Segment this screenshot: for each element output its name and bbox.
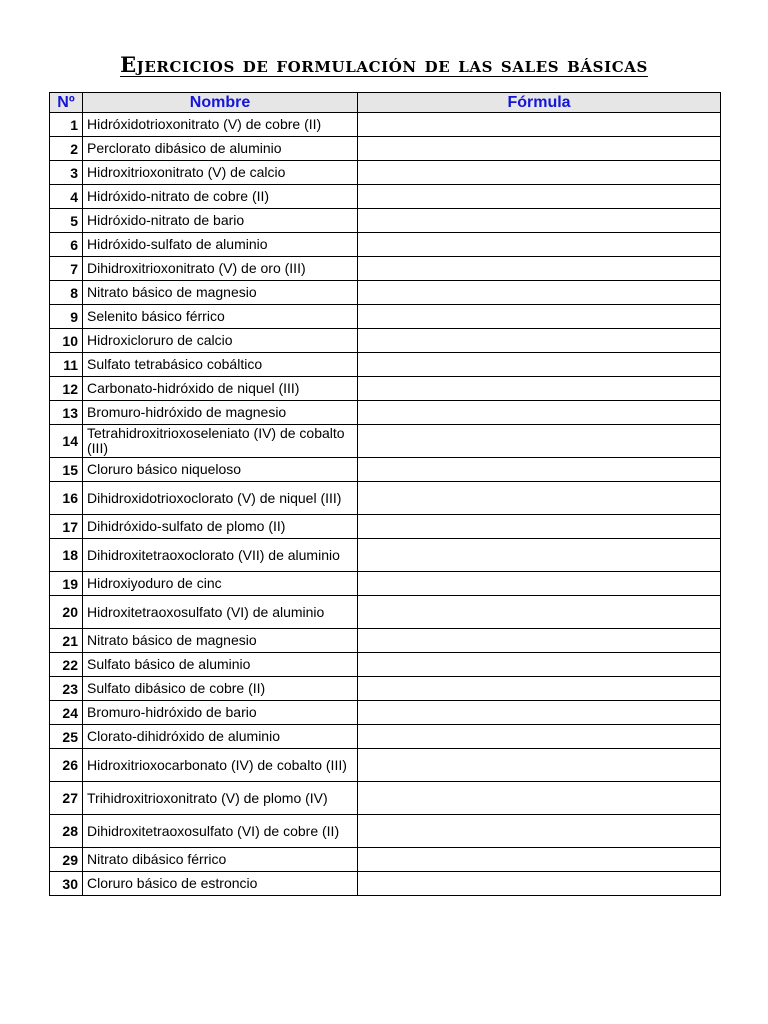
- row-number: 7: [50, 257, 83, 281]
- table-row: [50, 596, 721, 629]
- formula-cell: [358, 725, 721, 749]
- compound-name: Trihidroxitrioxonitrato (V) de plomo (IV): [83, 782, 358, 815]
- compound-name: Cloruro básico de estroncio: [83, 872, 358, 896]
- table-row: [50, 629, 721, 653]
- table-row: [50, 725, 721, 749]
- compound-name: Tetrahidroxitrioxoseleniato (IV) de cobalto (III): [83, 425, 358, 458]
- formula-cell: [358, 653, 721, 677]
- table-row: [50, 572, 721, 596]
- formula-cell: [358, 353, 721, 377]
- compound-name: Nitrato básico de magnesio: [83, 629, 358, 653]
- row-number: 8: [50, 281, 83, 305]
- compound-name: Nitrato dibásico férrico: [83, 848, 358, 872]
- row-number: 22: [50, 653, 83, 677]
- row-number: 19: [50, 572, 83, 596]
- table-row: [50, 848, 721, 872]
- row-number: 11: [50, 353, 83, 377]
- formula-cell: [358, 539, 721, 572]
- table-row: [50, 782, 721, 815]
- compound-name: Bromuro-hidróxido de magnesio: [83, 401, 358, 425]
- row-number: 4: [50, 185, 83, 209]
- formula-cell: [358, 281, 721, 305]
- table-row: [50, 425, 721, 458]
- table-row: [50, 305, 721, 329]
- formula-cell: [358, 596, 721, 629]
- table-row: [50, 515, 721, 539]
- row-number: 27: [50, 782, 83, 815]
- table-row: [50, 233, 721, 257]
- row-number: 1: [50, 113, 83, 137]
- row-number: 25: [50, 725, 83, 749]
- compound-name: Hidróxido-nitrato de bario: [83, 209, 358, 233]
- row-number: 6: [50, 233, 83, 257]
- table-row: [50, 281, 721, 305]
- row-number: 2: [50, 137, 83, 161]
- formula-cell: [358, 872, 721, 896]
- row-number: 15: [50, 458, 83, 482]
- row-number: 5: [50, 209, 83, 233]
- table-row: [50, 137, 721, 161]
- table-row: [50, 353, 721, 377]
- compound-name: Hidróxido-nitrato de cobre (II): [83, 185, 358, 209]
- formula-cell: [358, 113, 721, 137]
- compound-name: Hidroxitrioxonitrato (V) de calcio: [83, 161, 358, 185]
- formula-cell: [358, 185, 721, 209]
- row-number: 30: [50, 872, 83, 896]
- row-number: 10: [50, 329, 83, 353]
- compound-name: Hidróxido-sulfato de aluminio: [83, 233, 358, 257]
- formula-cell: [358, 401, 721, 425]
- header-formula: Fórmula: [358, 93, 721, 113]
- row-number: 20: [50, 596, 83, 629]
- compound-name: Cloruro básico niqueloso: [83, 458, 358, 482]
- row-number: 18: [50, 539, 83, 572]
- row-number: 17: [50, 515, 83, 539]
- formula-cell: [358, 137, 721, 161]
- formula-cell: [358, 572, 721, 596]
- formula-cell: [358, 233, 721, 257]
- formula-cell: [358, 677, 721, 701]
- formula-cell: [358, 305, 721, 329]
- compound-name: Nitrato básico de magnesio: [83, 281, 358, 305]
- table-body: [50, 113, 721, 896]
- compound-name: Dihidroxitetraoxosulfato (VI) de cobre (II): [83, 815, 358, 848]
- table-row: [50, 401, 721, 425]
- formula-cell: [358, 749, 721, 782]
- formula-cell: [358, 425, 721, 458]
- page-title: Ejercicios de formulación de las sales básicas: [120, 52, 648, 77]
- table-row: [50, 329, 721, 353]
- table-row: [50, 872, 721, 896]
- table-row: [50, 257, 721, 281]
- formula-cell: [358, 458, 721, 482]
- compound-name: Dihidroxitrioxonitrato (V) de oro (III): [83, 257, 358, 281]
- row-number: 14: [50, 425, 83, 458]
- table-row: [50, 185, 721, 209]
- compound-name: Sulfato dibásico de cobre (II): [83, 677, 358, 701]
- row-number: 13: [50, 401, 83, 425]
- formula-cell: [358, 257, 721, 281]
- compound-name: Hidroxicloruro de calcio: [83, 329, 358, 353]
- row-number: 12: [50, 377, 83, 401]
- compound-name: Sulfato básico de aluminio: [83, 653, 358, 677]
- compound-name: Bromuro-hidróxido de bario: [83, 701, 358, 725]
- formula-cell: [358, 482, 721, 515]
- row-number: 16: [50, 482, 83, 515]
- compound-name: Hidróxidotrioxonitrato (V) de cobre (II): [83, 113, 358, 137]
- table-row: [50, 539, 721, 572]
- formula-cell: [358, 782, 721, 815]
- table-row: [50, 458, 721, 482]
- exercise-table: [49, 92, 721, 896]
- formula-cell: [358, 701, 721, 725]
- compound-name: Dihidroxitetraoxoclorato (VII) de aluminio: [83, 539, 358, 572]
- formula-cell: [358, 209, 721, 233]
- table-row: [50, 482, 721, 515]
- compound-name: Hidroxitetraoxosulfato (VI) de aluminio: [83, 596, 358, 629]
- table-row: [50, 677, 721, 701]
- formula-cell: [358, 848, 721, 872]
- compound-name: Dihidroxidotrioxoclorato (V) de niquel (III): [83, 482, 358, 515]
- table-header-row: [50, 93, 721, 113]
- compound-name: Hidroxiyoduro de cinc: [83, 572, 358, 596]
- compound-name: Selenito básico férrico: [83, 305, 358, 329]
- compound-name: Hidroxitrioxocarbonato (IV) de cobalto (III): [83, 749, 358, 782]
- header-name: Nombre: [83, 93, 358, 113]
- table-row: [50, 701, 721, 725]
- compound-name: Dihidróxido-sulfato de plomo (II): [83, 515, 358, 539]
- table-row: [50, 653, 721, 677]
- compound-name: Clorato-dihidróxido de aluminio: [83, 725, 358, 749]
- compound-name: Sulfato tetrabásico cobáltico: [83, 353, 358, 377]
- formula-cell: [358, 515, 721, 539]
- row-number: 26: [50, 749, 83, 782]
- table-row: [50, 209, 721, 233]
- row-number: 9: [50, 305, 83, 329]
- table-row: [50, 749, 721, 782]
- row-number: 23: [50, 677, 83, 701]
- table-row: [50, 161, 721, 185]
- row-number: 28: [50, 815, 83, 848]
- table-row: [50, 113, 721, 137]
- table-row: [50, 815, 721, 848]
- table-row: [50, 377, 721, 401]
- formula-cell: [358, 815, 721, 848]
- formula-cell: [358, 329, 721, 353]
- formula-cell: [358, 161, 721, 185]
- row-number: 29: [50, 848, 83, 872]
- formula-cell: [358, 629, 721, 653]
- header-num: Nº: [50, 93, 83, 113]
- row-number: 24: [50, 701, 83, 725]
- formula-cell: [358, 377, 721, 401]
- row-number: 3: [50, 161, 83, 185]
- compound-name: Perclorato dibásico de aluminio: [83, 137, 358, 161]
- row-number: 21: [50, 629, 83, 653]
- compound-name: Carbonato-hidróxido de niquel (III): [83, 377, 358, 401]
